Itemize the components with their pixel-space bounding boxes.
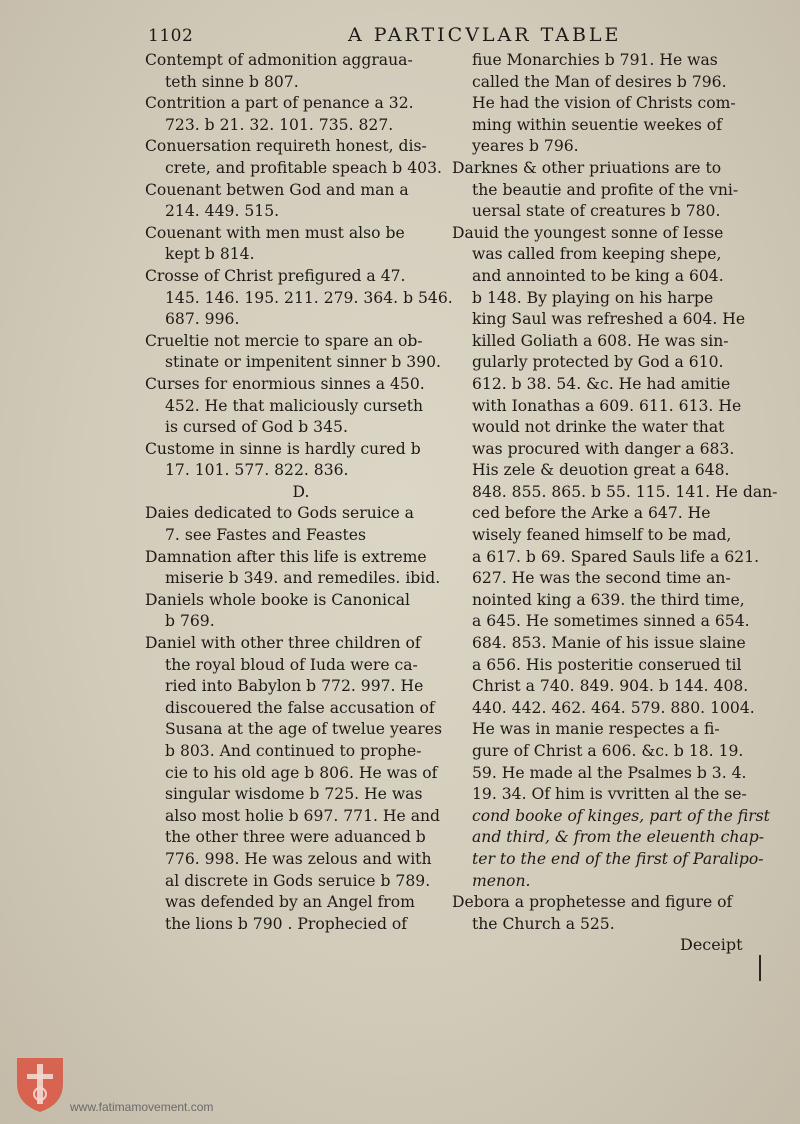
right-index-line: 684. 853. Manie of his issue slaine: [472, 634, 746, 653]
left-index-line: the royal bloud of Iuda were ca-: [165, 655, 418, 674]
right-index-line: 440. 442. 462. 464. 579. 880. 1004.: [472, 698, 755, 717]
index-column-left: [145, 50, 457, 935]
left-index-line: Contempt of admonition aggraua-: [145, 51, 413, 69]
left-index-line: b 803. And continued to prophe-: [165, 742, 422, 760]
left-index-line: 7. see Fastes and Feastes: [165, 526, 367, 545]
right-index-line: a 617. b 69. Spared Sauls life a 621.: [472, 547, 760, 566]
right-index-line: fiue Monarchies b 791. He was: [472, 51, 718, 69]
right-index-line: was procured with danger a 683.: [472, 439, 735, 458]
left-index-line: D.: [292, 482, 310, 501]
right-index-line: killed Goliath a 608. He was sin-: [472, 331, 729, 350]
left-index-line: 687. 996.: [165, 310, 240, 329]
right-index-line: Darknes & other priuations are to: [452, 158, 722, 177]
left-index-line: also most holie b 697. 771. He and: [165, 806, 441, 825]
right-index-line: 59. He made al the Psalmes b 3. 4.: [472, 763, 747, 782]
left-index-line: Crosse of Christ prefigured a 47.: [145, 266, 406, 285]
left-index-line: 214. 449. 515.: [165, 202, 280, 221]
left-index-line: the other three were aduanced b: [165, 828, 426, 847]
right-index-line: cond booke of kinges, part of the first: [472, 806, 770, 825]
left-index-line: 776. 998. He was zelous and with: [165, 849, 432, 868]
right-index-line: with Ionathas a 609. 611. 613. He: [472, 396, 742, 415]
left-index-line: crete, and profitable speach b 403.: [165, 158, 442, 177]
index-column-right: [452, 50, 778, 935]
right-index-line: the beautie and profite of the vni-: [472, 180, 739, 199]
right-index-line: Christ a 740. 849. 904. b 144. 408.: [472, 677, 749, 696]
right-index-line: b 148. By playing on his harpe: [472, 288, 714, 307]
left-index-line: 452. He that maliciously curseth: [165, 396, 424, 415]
page-header: [148, 26, 768, 52]
right-index-line: ced before the Arke a 647. He: [472, 504, 711, 523]
right-index-line: His zele & deuotion great a 648.: [472, 461, 730, 480]
right-index-line: nointed king a 639. the third time,: [472, 590, 745, 609]
left-index-line: al discrete in Gods seruice b 789.: [165, 871, 431, 890]
left-index-line: ried into Babylon b 772. 997. He: [165, 677, 424, 696]
right-index-line: He had the vision of Christs com-: [472, 94, 736, 113]
right-index-line: wisely feaned himself to be mad,: [472, 526, 732, 545]
right-index-line: 627. He was the second time an-: [472, 569, 731, 588]
right-index-line: 848. 855. 865. b 55. 115. 141. He dan-: [472, 482, 778, 501]
right-index-line: menon.: [472, 871, 531, 890]
left-index-line: b 769.: [165, 612, 215, 631]
left-index-line: Conuersation requireth honest, dis-: [145, 137, 427, 156]
right-index-line: was called from keeping shepe,: [472, 245, 722, 264]
right-index-line: king Saul was refreshed a 604. He: [472, 310, 746, 329]
left-index-line: Daies dedicated to Gods seruice a: [145, 504, 414, 523]
left-index-line: Susana at the age of twelue yeares: [165, 720, 442, 739]
right-index-line: He was in manie respectes a fi-: [472, 720, 720, 739]
page-number: 1102: [148, 26, 194, 46]
left-index-line: Daniels whole booke is Canonical: [145, 590, 411, 609]
left-index-line: 145. 146. 195. 211. 279. 364. b 546.: [165, 288, 453, 307]
left-index-line: cie to his old age b 806. He was of: [165, 763, 438, 782]
left-index-line: Couenant betwen God and man a: [145, 180, 409, 199]
right-index-line: a 656. His posteritie conserued til: [472, 655, 742, 674]
right-index-line: ter to the end of the first of Paralipo-: [472, 849, 764, 868]
left-index-line: Custome in sinne is hardly cured b: [145, 439, 421, 458]
left-index-line: miserie b 349. and remediles. ibid.: [165, 569, 441, 588]
left-index-line: 17. 101. 577. 822. 836.: [165, 461, 349, 480]
right-index-line: uersal state of creatures b 780.: [472, 202, 721, 221]
right-index-line: Dauid the youngest sonne of Iesse: [452, 223, 724, 242]
right-index-line: the Church a 525.: [472, 914, 615, 933]
left-index-line: Damnation after this life is extreme: [145, 547, 427, 566]
right-index-line: and annointed to be king a 604.: [472, 266, 724, 285]
right-index-line: Debora a prophetesse and figure of: [452, 893, 733, 912]
left-index-line: 723. b 21. 32. 101. 735. 827.: [165, 115, 394, 134]
right-index-line: a 645. He sometimes sinned a 654.: [472, 612, 750, 631]
left-index-line: singular wisdome b 725. He was: [165, 785, 423, 804]
running-head: A PARTICVLAR TABLE: [348, 24, 622, 46]
left-index-line: discouered the false accusation of: [165, 698, 435, 717]
right-index-line: 19. 34. Of him is vvritten al the se-: [472, 785, 747, 804]
right-index-line: 612. b 38. 54. &c. He had amitie: [472, 374, 731, 393]
right-index-line: gure of Christ a 606. &c. b 18. 19.: [472, 742, 744, 760]
right-index-line: ming within seuentie weekes of: [472, 115, 722, 134]
left-index-line: Curses for enormious sinnes a 450.: [145, 374, 425, 393]
catchword: Deceipt: [680, 935, 743, 954]
left-index-line: Couenant with men must also be: [145, 223, 405, 242]
right-index-line: would not drinke the water that: [472, 418, 725, 437]
margin-rule: [759, 955, 761, 981]
fatima-crest-icon: [13, 1054, 67, 1114]
left-index-line: was defended by an Angel from: [165, 893, 415, 912]
watermark-url[interactable]: www.fatimamovement.com: [70, 1100, 214, 1114]
left-index-line: the lions b 790 . Prophecied of: [165, 914, 408, 933]
left-index-line: kept b 814.: [165, 245, 255, 264]
right-index-line: and third, & from the eleuenth chap-: [472, 828, 764, 847]
left-index-line: Crueltie not mercie to spare an ob-: [145, 331, 423, 350]
right-index-line: called the Man of desires b 796.: [472, 72, 727, 91]
left-index-line: Daniel with other three children of: [145, 634, 421, 653]
left-index-line: is cursed of God b 345.: [165, 418, 348, 437]
left-index-line: Contrition a part of penance a 32.: [145, 94, 414, 113]
left-index-line: teth sinne b 807.: [165, 72, 299, 91]
left-index-line: stinate or impenitent sinner b 390.: [165, 353, 441, 372]
right-index-line: yeares b 796.: [472, 137, 579, 156]
right-index-line: gularly protected by God a 610.: [472, 353, 724, 372]
